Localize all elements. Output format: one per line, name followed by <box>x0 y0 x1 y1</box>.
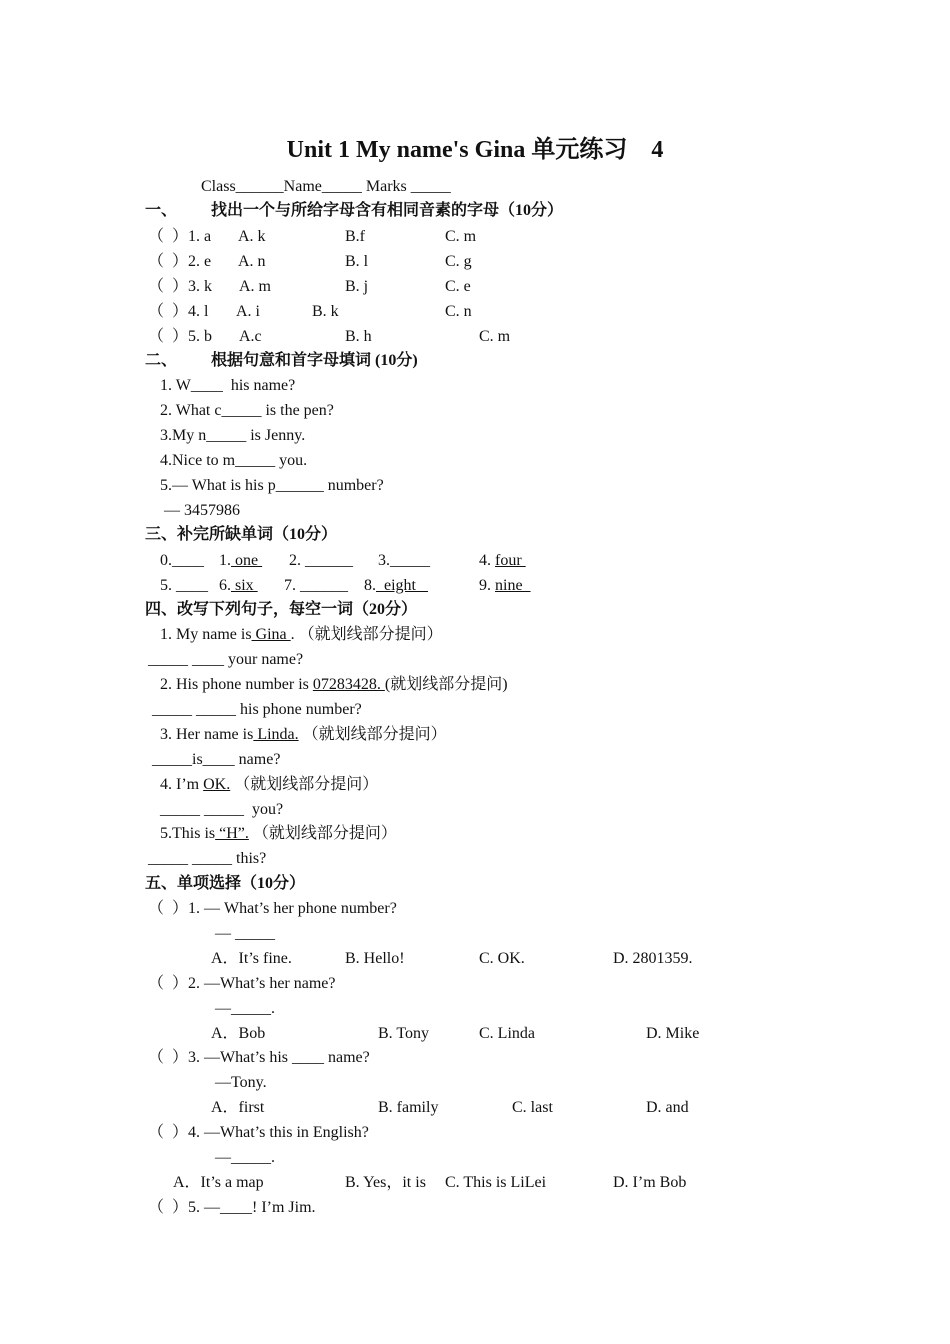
s5-q4-option-d: D. I’m Bob <box>613 1174 687 1191</box>
s2-line-3: 3.My n_____ is Jenny. <box>160 427 306 444</box>
s2-line-5: 5.— What is his p______ number? <box>160 477 384 494</box>
class-name-marks-line: Class______Name_____ Marks _____ <box>201 178 451 195</box>
s4-q5-answer-line: _____ _____ this? <box>148 850 267 867</box>
s2-line-2: 2. What c_____ is the pen? <box>160 402 334 419</box>
s5-q5-stem: （ ）5. —____! I’m Jim. <box>148 1199 316 1216</box>
s3-r2-c4: 9. nine <box>479 577 531 594</box>
s5-q3-option-c: C. last <box>512 1099 553 1116</box>
s1-q4-option-c: C. n <box>445 303 472 320</box>
s4-q4-answer-line: _____ _____ you? <box>160 801 284 818</box>
section2-number: 二、 <box>145 352 178 369</box>
s2-line-6: — 3457986 <box>160 502 240 519</box>
s5-q1-option-d: D. 2801359. <box>613 950 693 967</box>
s1-q2-option-c: C. g <box>445 253 472 270</box>
s1-q4-prompt: （ ）4. l <box>148 303 209 320</box>
s5-q1-option-c: C. OK. <box>479 950 525 967</box>
s3-r2-c3: 8. eight <box>364 577 428 594</box>
s5-q1-stem: （ ）1. — What’s her phone number? <box>148 900 397 917</box>
s5-q4-option-c: C. This is LiLei <box>445 1174 547 1191</box>
s1-q5-prompt: （ ）5. b <box>148 328 213 345</box>
s5-q4-option-b: B. Yes，it is <box>345 1174 426 1191</box>
s5-q2-option-c: C. Linda <box>479 1025 535 1042</box>
s4-q3-answer-line: _____is____ name? <box>152 751 281 768</box>
s5-q2-reply: —_____. <box>215 1000 275 1017</box>
s3-r2-c2: 7. ______ <box>284 577 348 594</box>
s4-q1-sentence: 1. My name is Gina . （就划线部分提问） <box>160 626 443 643</box>
s3-r1-c0: 0.____ <box>160 552 204 569</box>
s1-q3-option-b: B. j <box>345 278 369 295</box>
s1-q5-option-a: A.c <box>239 328 262 345</box>
s1-q1-option-a: A. k <box>238 228 266 245</box>
s5-q2-option-b: B. Tony <box>378 1025 430 1042</box>
s5-q4-reply: —_____. <box>215 1149 275 1166</box>
s5-q1-option-a: A．It’s fine. <box>211 950 292 967</box>
section4-heading: 四、改写下列句子，每空一词（20分） <box>145 601 418 618</box>
section3-heading: 三、补完所缺单词（10分） <box>145 526 338 543</box>
s1-q5-option-b: B. h <box>345 328 372 345</box>
s5-q3-stem: （ ）3. —What’s his ____ name? <box>148 1049 370 1066</box>
s2-line-4: 4.Nice to m_____ you. <box>160 452 308 469</box>
s5-q3-reply: —Tony. <box>215 1074 267 1091</box>
s1-q2-prompt: （ ）2. e <box>148 253 212 270</box>
s5-q3-option-b: B. family <box>378 1099 439 1116</box>
s1-q3-option-a: A. m <box>239 278 271 295</box>
s5-q4-option-a: A．It’s a map <box>173 1174 264 1191</box>
s4-q2-sentence: 2. His phone number is 07283428. (就划线部分提问) <box>160 676 508 693</box>
s4-q4-sentence: 4. I’m OK. （就划线部分提问） <box>160 776 379 793</box>
section5-heading: 五、单项选择（10分） <box>145 875 306 892</box>
worksheet-title: Unit 1 My name's Gina 单元练习 4 <box>286 137 664 163</box>
section1-heading: 找出一个与所给字母含有相同音素的字母（10分） <box>211 202 564 219</box>
s3-r1-c2: 2. ______ <box>289 552 353 569</box>
s3-r2-c1: 6. six <box>219 577 258 594</box>
section2-heading: 根据句意和首字母填词 (10分) <box>211 352 418 369</box>
s1-q5-option-c: C. m <box>479 328 511 345</box>
s5-q2-stem: （ ）2. —What’s her name? <box>148 975 336 992</box>
s2-line-1: 1. W____ his name? <box>160 377 296 394</box>
s3-r2-c0: 5. ____ <box>160 577 208 594</box>
s4-q1-answer-line: _____ ____ your name? <box>148 651 304 668</box>
s1-q4-option-b: B. k <box>312 303 339 320</box>
s4-q2-answer-line: _____ _____ his phone number? <box>152 701 362 718</box>
s1-q1-option-b: B.f <box>345 228 365 245</box>
s5-q1-option-b: B. Hello! <box>345 950 405 967</box>
s5-q2-option-d: D. Mike <box>646 1025 700 1042</box>
s4-q3-sentence: 3. Her name is Linda. （就划线部分提问） <box>160 726 447 743</box>
s3-r1-c1: 1. one <box>219 552 263 569</box>
s5-q2-option-a: A．Bob <box>211 1025 266 1042</box>
s5-q3-option-a: A．first <box>211 1099 265 1116</box>
s1-q3-option-c: C. e <box>445 278 471 295</box>
s1-q1-prompt: （ ）1. a <box>148 228 212 245</box>
s5-q3-option-d: D. and <box>646 1099 689 1116</box>
s1-q2-option-b: B. l <box>345 253 369 270</box>
s1-q4-option-a: A. i <box>236 303 260 320</box>
s3-r1-c4: 4. four <box>479 552 526 569</box>
s5-q1-reply: — _____ <box>215 925 275 942</box>
s1-q1-option-c: C. m <box>445 228 477 245</box>
s5-q4-stem: （ ）4. —What’s this in English? <box>148 1124 369 1141</box>
s1-q2-option-a: A. n <box>238 253 266 270</box>
s1-q3-prompt: （ ）3. k <box>148 278 213 295</box>
s4-q5-sentence: 5.This is “H”. （就划线部分提问） <box>160 825 397 842</box>
section1-number: 一、 <box>145 202 178 219</box>
s3-r1-c3: 3._____ <box>378 552 430 569</box>
